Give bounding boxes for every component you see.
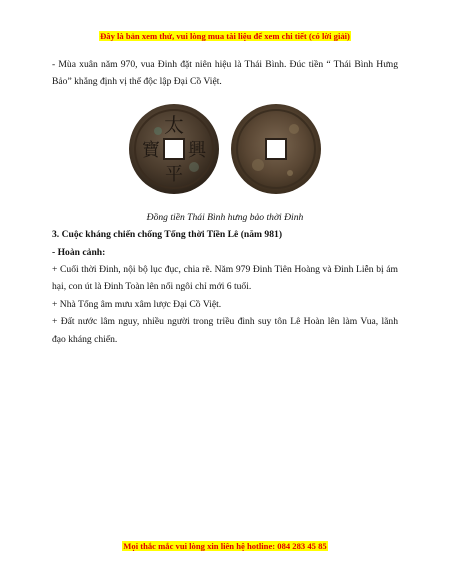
coin-glyph-top: 太 [164, 112, 184, 137]
list-item: + Cuối thời Đinh, nội bộ lục đục, chia rẽ. Năm 979 Đinh Tiên Hoàng và Đinh Liễn bị ám hại, con út là Đinh Toàn lên nối ngôi chỉ mới 6 tuổi. [52, 264, 398, 293]
coin-glyph-left: 寶 [142, 139, 160, 161]
figure-caption: Đồng tiền Thái Bình hưng bảo thời Đinh [146, 211, 304, 223]
document-body [52, 56, 398, 348]
list-item: + Đất nước lâm nguy, nhiều người trong triều đình suy tôn Lê Hoàn lên làm Vua, lãnh đạo kháng chiến. [52, 316, 398, 345]
hotline-banner-text: Mọi thắc mắc vui lòng xin liên hệ hotline: 084 283 45 85 [123, 541, 327, 551]
coin-figure [52, 103, 398, 195]
subheading: - Hoàn cảnh: [52, 246, 106, 258]
preview-banner [0, 26, 450, 44]
coin-back-image [230, 103, 322, 195]
section-title: 3. Cuộc kháng chiến chống Tống thời Tiền Lê (năm 981) [52, 229, 283, 241]
intro-paragraph: - Mùa xuân năm 970, vua Đinh đặt niên hiệu là Thái Bình. Đúc tiền “ Thái Bình Hưng Bảo” khẳng định vị thế độc lập Đại Cồ Việt. [52, 59, 398, 88]
coin-glyph-bottom: 平 [165, 163, 183, 185]
hotline-banner [0, 536, 450, 554]
list-item: + Nhà Tống âm mưu xâm lược Đại Cồ Việt. [52, 298, 222, 310]
coin-glyph-right: 興 [188, 139, 206, 161]
preview-banner-text: Đây là bản xem thử, vui lòng mua tài liệu để xem chi tiết (có lời giải) [100, 31, 350, 41]
coin-front-image [128, 103, 220, 195]
